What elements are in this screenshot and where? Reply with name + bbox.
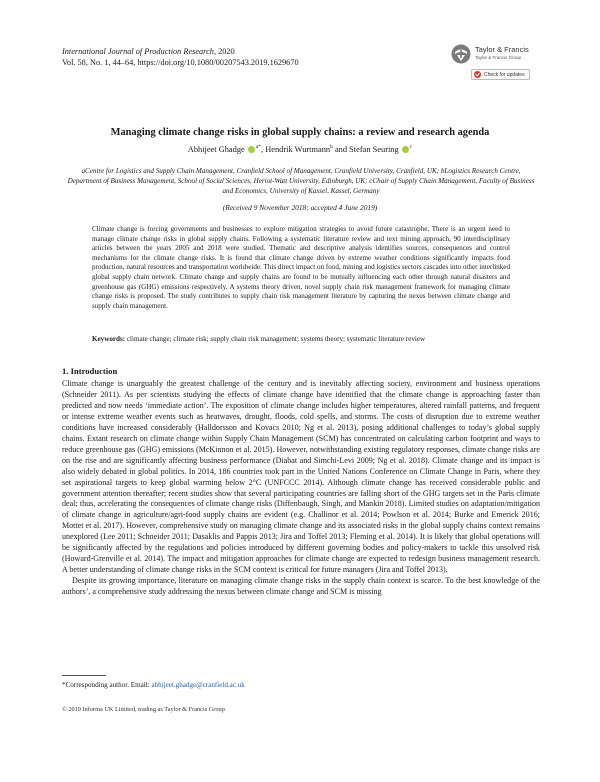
journal-header: [62, 46, 299, 68]
publisher-block: [451, 44, 551, 83]
author-name[interactable]: Stefan Seuring: [349, 144, 399, 154]
author-separator: and: [332, 144, 350, 154]
footnote-divider: [62, 675, 106, 676]
keywords: [92, 335, 510, 345]
author-separator: ,: [261, 144, 266, 154]
corresponding-footnote: [62, 681, 245, 689]
journal-name[interactable]: International Journal of Production Research: [62, 47, 214, 56]
keywords-label: Keywords:: [92, 335, 126, 343]
orcid-icon[interactable]: [248, 146, 255, 153]
abstract: Climate change is forcing governments and businesses to explore mitigation strategies to avoid future catastrophe. There is an urgent need to manage climate change risks in global supply chains. Following a systematic literature review and text mining approach, 90 interdisciplinary articles between the years 2005 and 2018 were studied. Thematic and descriptive analysis identifies sources, consequences and control mechanisms for the climate change risks. It is found that climate change driven by extreme weather conditions significantly impacts food production, natural resources and transportation worldwide. This direct impact on food, mining and logistics sectors cascades into other interlinked global supply chain network. Climate change and supply chains are found to be mutually influencing each other through natural disasters and greenhouse gas (GHG) emissions respectively. A systems theory driven, novel supply chain risk management framework for managing climate change risks is proposed. The study contributes to supply chain risk management literature by capturing the nexus between climate change and supply chain management.: [92, 225, 510, 310]
citation-line[interactable]: Vol. 58, No. 1, 44–64, https://doi.org/10.1080/00207543.2019.1629670: [62, 58, 299, 67]
author-email-link[interactable]: abhijeet.ghadge@cranfield.ac.uk: [151, 681, 245, 689]
publisher-name: Taylor & Francis: [475, 45, 529, 54]
check-updates-label: Check for updates: [484, 71, 525, 78]
author-sup: c: [409, 144, 413, 150]
author-sup: a*: [255, 144, 262, 150]
journal-title-line: [62, 46, 299, 57]
section-heading: 1. Introduction: [62, 366, 118, 376]
section-body: [62, 379, 540, 598]
author-name[interactable]: Abhijeet Ghadge: [187, 144, 245, 154]
keywords-list: climate change; climate risk; supply chain risk management; systems theory; systematic literature review: [126, 335, 426, 343]
author-sup: b: [330, 144, 333, 150]
orcid-icon[interactable]: [402, 146, 409, 153]
taylor-francis-logo-icon[interactable]: [451, 44, 471, 64]
check-for-updates-button[interactable]: [471, 69, 530, 80]
received-dates: (Received 9 November 2018; accepted 4 June 2019): [222, 203, 378, 212]
body-paragraph: Despite its growing importance, literature on managing climate change risks in the supply chain context is scarce. To the best knowledge of the authors’, a comprehensive study addressing the nexus between climate change and SCM is missing: [62, 576, 540, 597]
body-paragraph: Climate change is unarguably the greatest challenge of the century and is inevitably affecting society, environment and business operations (Schneider 2011). As per scientists studying the effects of climate change have identified that the climate change is approaching faster than predicted and now needs ‘immediate action’. The exposition of climate change includes higher temperatures, altered rainfall patterns, and frequent or intense extreme weather events such as heatwaves, drought, floods, cold spells, and storms. The costs of disruption due to extreme weather conditions have increased considerably (Halldorsson and Kovacs 2010; Ng et al. 2013), posing additional challenges to today’s global supply chains. Extant research on climate change within Supply Chain Management (SCM) has concentrated on calculating carbon footprint and ways to reduce greenhouse gas (GHG) emissions (McKinnon et al. 2015). However, notwithstanding existing regulatory responses, climate change risks are on the rise and are significantly affecting business performance (Diabat and Simchi-Levi 2009; Ng et al. 2018). Climate change and its impact is also widely debated in global politics. In 2014, 186 countries took part in the United Nations Conference on Climate Change in Paris, where they set aspirational targets to keep global warming below 2°C (UNFCCC 2014). Although climate change has received considerable public and government attention thereafter; recent studies show that several participating countries are falling short of the GHG targets set in the Paris climate deal; thus, accelerating the consequences of climate change risks (Diffenbaugh, Singh, and Mankin 2018). Limited studies on adaptation/mitigation of climate change in agriculture/agri-food supply chains are evident (e.g. Challinor et al. 2014; Powlson et al. 2014; Burke and Emerick 2016; Mottet et al. 2017). However, comprehensive study on managing climate change and its associated risks in the global supply chains context remains unexplored (Lee 2011; Schneider 2011; Dasaklis and Pappis 2013; Jira and Toffel 2013; Fleming et al. 2014). It is likely that global operations will be significantly affected by the regulations and policies introduced by different governing bodies and policy-makers to tackle this unsolved risk (Howard-Grenville et al. 2014). The impact and mitigation approaches for climate change are expected to redesign business management research. A better understanding of climate change risks in the SCM context is critical for future managers (Jira and Toffel 2013).: [62, 379, 540, 575]
affiliations: aCentre for Logistics and Supply Chain Management, Cranfield School of Management, Cranfield University, Cranfield, UK; bLogistics Research Centre, Department of Business Management, School of Social Sciences, Heriot-Watt University, Edinburgh, UK; cChair of Supply Chain Management, Faculty of Business and Economics, University of Kassel, Kassel, Germany: [67, 167, 535, 195]
publisher-group: Taylor & Francis Group: [475, 55, 522, 60]
corresponding-label: *Corresponding author. Email:: [62, 681, 152, 689]
author-list: [0, 144, 600, 154]
copyright-notice: © 2019 Informa UK Limited, trading as Taylor & Francis Group: [62, 706, 225, 713]
author-name[interactable]: Hendrik Wurtmann: [265, 144, 331, 154]
check-updates-icon: [474, 71, 481, 78]
article-title: Managing climate change risks in global supply chains: a review and research agenda: [110, 127, 490, 138]
journal-year: , 2020: [213, 47, 235, 56]
